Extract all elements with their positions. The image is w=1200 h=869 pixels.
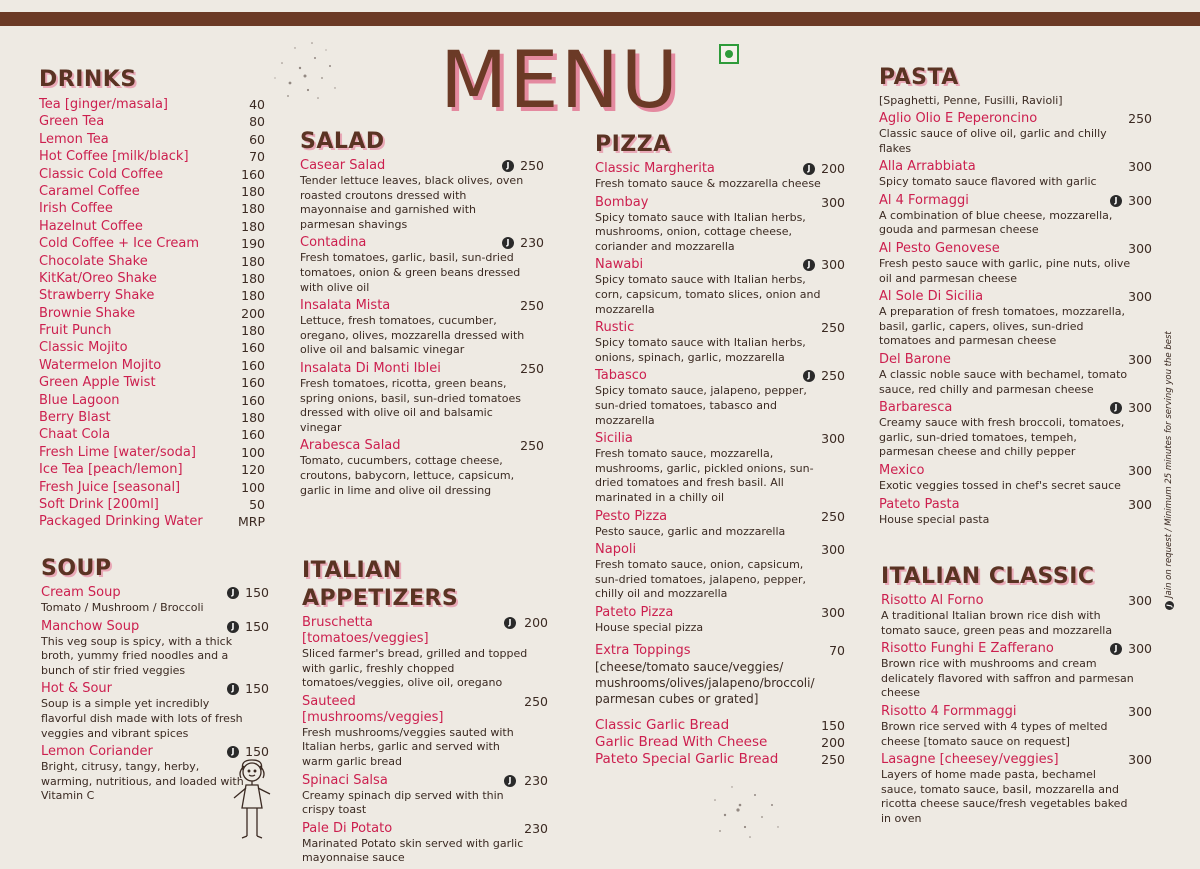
menu-item <box>595 368 845 428</box>
jain-icon: J <box>803 163 815 175</box>
item-name: Garlic Bread With Cheese <box>595 734 768 751</box>
item-name: Del Barone <box>879 351 951 367</box>
item-description: Layers of home made pasta, bechamel sauce, tomato sauce, basil, mozzarella and ricotta cheese sauce/fresh vegetables baked in oven <box>881 768 1128 825</box>
item-name: Pale Di Potato <box>302 820 393 836</box>
menu-item <box>595 509 845 540</box>
jain-icon: J <box>504 775 516 787</box>
item-price: 300 <box>821 431 845 447</box>
item-price: 250 <box>821 508 845 524</box>
section-heading: SALAD <box>300 129 385 154</box>
item-name: Casear Salad <box>300 158 386 173</box>
menu-item <box>595 605 845 636</box>
menu-item <box>881 752 1152 826</box>
item-name: Packaged Drinking Water <box>39 514 203 530</box>
menu-row <box>39 479 265 496</box>
item-name: Aglio Olio E Peperoncino <box>879 111 1038 126</box>
item-name: Barbaresca <box>879 400 953 416</box>
menu-row <box>595 734 845 751</box>
item-price: 160 <box>241 340 265 356</box>
item-description: Fresh tomato sauce, onion, capsicum, sun-dried tomatoes, jalapeno, pepper, chilly oil and mozzarella <box>595 558 807 601</box>
item-price: 230 <box>524 820 548 836</box>
item-name: Blue Lagoon <box>39 392 120 408</box>
item-description: House special pizza <box>595 620 704 634</box>
jain-icon: J <box>803 259 815 271</box>
menu-item <box>302 694 548 770</box>
item-name: Lemon Coriander <box>41 744 153 760</box>
footnote-text: Jain on request / Minimum 25 minutes for serving you the best <box>1164 331 1174 598</box>
menu-item <box>595 431 845 505</box>
menu-item <box>881 704 1152 749</box>
menu-row <box>39 426 265 443</box>
jain-icon: J <box>227 746 239 758</box>
item-description: Tomato / Mushroom / Broccoli <box>41 601 204 614</box>
appetizers-list <box>302 615 548 866</box>
item-name: Classic Cold Coffee <box>39 166 164 182</box>
item-price: 100 <box>241 479 265 495</box>
paint-splatter-top <box>260 28 360 118</box>
item-price: 300 <box>1128 289 1152 305</box>
item-name: Al Sole Di Sicilia <box>879 289 984 305</box>
item-price: 300 <box>1128 593 1152 608</box>
pasta-section <box>879 64 1152 530</box>
item-name: Pateto Pizza <box>595 604 674 620</box>
item-name: Tabasco <box>595 368 647 384</box>
section-heading: PASTA <box>879 65 959 90</box>
item-name: Al 4 Formaggi <box>879 192 969 208</box>
menu-item <box>300 438 544 498</box>
item-name: Spinaci Salsa <box>302 772 388 788</box>
item-name: Fresh Lime [water/soda] <box>39 444 196 460</box>
menu-item <box>879 111 1152 156</box>
item-price: 180 <box>241 270 265 286</box>
item-name: Strawberry Shake <box>39 288 155 304</box>
jain-icon: J <box>227 683 239 695</box>
item-name: Rustic <box>595 320 635 336</box>
item-description: Tomato, cucumbers, cottage cheese, croutons, babycorn, lettuce, capsicum, garlic in lime and olive oil dressing <box>300 454 515 497</box>
drinks-section <box>39 66 265 531</box>
item-name: Pateto Special Garlic Bread <box>595 751 779 768</box>
item-name: Insalata Di Monti Iblei <box>300 360 441 376</box>
menu-row <box>39 322 265 339</box>
menu-row <box>39 444 265 461</box>
menu-row <box>39 235 265 252</box>
item-name: Cream Soup <box>41 585 121 600</box>
item-description: This veg soup is spicy, with a thick broth, yummy fried noodles and a bunch of stir fried veggies <box>41 634 233 677</box>
menu-row <box>39 113 265 130</box>
item-name: Al Pesto Genovese <box>879 240 1000 256</box>
section-heading: SOUP <box>41 556 112 581</box>
menu-item <box>302 615 548 691</box>
item-description: House special pasta <box>879 512 990 526</box>
item-price: 300 <box>1128 351 1152 367</box>
item-name: Risotto 4 Formmaggi <box>881 703 1017 719</box>
menu-item <box>879 497 1152 528</box>
item-price: 180 <box>241 183 265 199</box>
item-name: Nawabi <box>595 257 644 273</box>
pizza-list <box>595 161 845 635</box>
girl-doodle-illustration <box>228 758 276 844</box>
item-description: Fresh mushrooms/veggies sauted with Italian herbs, garlic and served with warm garlic bread <box>302 725 514 768</box>
jain-icon: J <box>1110 402 1122 414</box>
jain-icon: J <box>227 587 239 599</box>
menu-item <box>595 257 845 317</box>
section-heading: ITALIAN CLASSIC <box>881 564 1095 589</box>
section-heading: PIZZA <box>595 132 671 157</box>
item-price: 70 <box>829 643 845 659</box>
item-description: [cheese/tomato sauce/veggies/ mushrooms/olives/jalapeno/broccoli/ parmesan cubes or grated] <box>595 660 815 707</box>
item-price: 230 <box>520 235 544 251</box>
menu-row <box>39 131 265 148</box>
item-description: Spicy tomato sauce with Italian herbs, corn, capsicum, tomato slices, onion and mozzarella <box>595 273 821 316</box>
menu-row <box>39 409 265 426</box>
menu-row <box>39 253 265 270</box>
item-name: Contadina <box>300 235 367 251</box>
menu-row <box>595 751 845 768</box>
garlic-bread-list <box>595 717 845 768</box>
item-description: Classic sauce of olive oil, garlic and chilly flakes <box>879 127 1107 155</box>
menu-item <box>41 681 269 741</box>
top-border-bar <box>0 12 1200 26</box>
item-price: 230 <box>524 772 548 788</box>
menu-item <box>300 235 544 295</box>
menu-item <box>41 619 269 679</box>
jain-icon: J <box>502 237 514 249</box>
item-price: 180 <box>241 410 265 426</box>
item-name: Berry Blast <box>39 410 111 426</box>
item-description: A combination of blue cheese, mozzarella, gouda and parmesan cheese <box>879 208 1113 237</box>
menu-row <box>39 339 265 356</box>
item-name: Green Tea <box>39 114 105 130</box>
item-price: 160 <box>241 427 265 443</box>
item-price: 200 <box>821 735 845 751</box>
menu-row <box>39 183 265 200</box>
menu-row <box>39 166 265 183</box>
item-name: Classic Garlic Bread <box>595 717 730 734</box>
menu-item <box>879 193 1152 238</box>
item-name: Cold Coffee + Ice Cream <box>39 236 200 252</box>
item-description: Bright, citrusy, tangy, herby, warming, nutritious, and loaded with Vitamin C <box>41 760 244 803</box>
item-price: 120 <box>241 462 265 478</box>
item-description: Creamy sauce with fresh broccoli, tomatoes, garlic, sun-dried tomatoes, tempeh, parmesan cheese and chilly pepper <box>879 416 1125 459</box>
item-price: 160 <box>241 375 265 391</box>
item-price: 250 <box>520 438 544 454</box>
item-name: Brownie Shake <box>39 305 136 321</box>
item-price: 300 <box>1128 400 1152 416</box>
item-name: Watermelon Mojito <box>39 357 162 373</box>
section-heading: DRINKS <box>39 67 137 92</box>
menu-item <box>881 593 1152 638</box>
item-name: Irish Coffee <box>39 201 113 217</box>
italian-classic-list <box>881 593 1152 827</box>
item-price: 300 <box>1128 752 1152 768</box>
menu-row <box>39 305 265 322</box>
menu-item <box>300 361 544 435</box>
paint-splatter-bottom <box>690 765 800 845</box>
menu-row <box>39 287 265 304</box>
item-price: 150 <box>245 618 269 634</box>
item-name: Insalata Mista <box>300 298 391 314</box>
item-name: Chocolate Shake <box>39 253 148 269</box>
item-price: 300 <box>1128 462 1152 478</box>
item-name: Sauteed [mushrooms/veggies] <box>302 693 444 725</box>
menu-item <box>595 161 845 192</box>
item-price: 300 <box>1128 641 1152 657</box>
item-description: Fresh tomato sauce & mozzarella cheese <box>595 177 821 190</box>
item-price: 250 <box>520 360 544 376</box>
item-description: Lettuce, fresh tomatoes, cucumber, oregano, olives, mozzarella dressed with olive oil and balsamic vinegar <box>300 314 525 357</box>
menu-row <box>39 148 265 165</box>
extra-toppings <box>595 643 845 707</box>
item-name: Caramel Coffee <box>39 183 140 199</box>
item-description: Spicy tomato sauce with Italian herbs, mushrooms, onion, cottage cheese, coriander and mozzarella <box>595 210 806 253</box>
salad-list <box>300 158 544 498</box>
item-price: 40 <box>249 97 265 112</box>
item-price: 180 <box>241 218 265 234</box>
salad-section <box>300 128 544 501</box>
item-name: Chaat Cola <box>39 427 111 443</box>
italian-classic-section <box>881 563 1152 830</box>
item-price: 180 <box>241 201 265 217</box>
pasta-types: [Spaghetti, Penne, Fusilli, Ravioli] <box>879 94 1063 107</box>
menu-row <box>595 717 845 734</box>
jain-footnote <box>1164 310 1184 610</box>
item-name: Pateto Pasta <box>879 496 960 512</box>
jain-icon: J <box>504 617 516 629</box>
item-description: Fresh pesto sauce with garlic, pine nuts, olive oil and parmesan cheese <box>879 256 1131 285</box>
item-price: 180 <box>241 323 265 339</box>
menu-row <box>39 200 265 217</box>
section-heading: ITALIAN APPETIZERS <box>302 558 459 611</box>
item-name: Fresh Juice [seasonal] <box>39 479 181 495</box>
item-name: Tea [ginger/masala] <box>39 97 168 112</box>
item-name: Hazelnut Coffee <box>39 218 143 234</box>
menu-item <box>41 585 269 616</box>
item-name: Risotto Funghi E Zafferano <box>881 641 1054 657</box>
appetizers-section <box>302 557 548 869</box>
item-name: KitKat/Oreo Shake <box>39 270 157 286</box>
item-description: Creamy spinach dip served with thin crispy toast <box>302 788 504 817</box>
pasta-list <box>879 111 1152 527</box>
item-name: Extra Toppings <box>595 643 691 659</box>
menu-item <box>302 773 548 818</box>
menu-item <box>879 352 1152 397</box>
item-description: Fresh tomatoes, ricotta, green beans, spring onions, basil, sun-dried tomatoes dressed with olive oil and balsamic vinegar <box>300 376 521 434</box>
item-price: 200 <box>241 305 265 321</box>
menu-item <box>595 542 845 602</box>
item-price: 300 <box>1128 159 1152 175</box>
item-description: A classic noble sauce with bechamel, tomato sauce, red chilly and parmesan cheese <box>879 367 1128 396</box>
item-price: 300 <box>821 194 845 210</box>
item-description: Spicy tomato sauce with Italian herbs, onions, spinach, garlic, mozzarella <box>595 336 806 364</box>
item-price: 70 <box>249 149 265 165</box>
item-price: 190 <box>241 236 265 252</box>
item-price: 160 <box>241 357 265 373</box>
item-price: 150 <box>821 718 845 734</box>
item-price: 100 <box>241 444 265 460</box>
item-price: MRP <box>237 514 265 530</box>
item-name: Arabesca Salad <box>300 438 401 454</box>
item-name: Classic Mojito <box>39 340 128 356</box>
item-name: Alla Arrabbiata <box>879 159 976 175</box>
menu-row <box>39 270 265 287</box>
item-price: 160 <box>241 166 265 182</box>
pizza-section <box>595 131 845 768</box>
item-name: Manchow Soup <box>41 618 140 634</box>
item-price: 160 <box>241 392 265 408</box>
menu-item <box>879 463 1152 494</box>
item-description: Marinated Potato skin served with garlic mayonnaise sauce <box>302 836 524 865</box>
jain-icon: J <box>1110 643 1122 655</box>
menu-row <box>39 96 265 113</box>
item-price: 300 <box>1128 496 1152 512</box>
item-description: Exotic veggies tossed in chef's secret sauce <box>879 478 1121 492</box>
item-name: Bruschetta [tomatoes/veggies] <box>302 615 429 646</box>
item-price: 250 <box>821 368 845 384</box>
item-price: 180 <box>241 288 265 304</box>
item-description: A traditional Italian brown rice dish with tomato sauce, green peas and mozzarella <box>881 609 1113 637</box>
drinks-list <box>39 96 265 531</box>
item-description: Brown rice served with 4 types of melted cheese [tomato sauce on request] <box>881 719 1108 748</box>
item-price: 250 <box>524 693 548 709</box>
item-price: 200 <box>821 161 845 176</box>
menu-item <box>879 159 1152 190</box>
item-description: Pesto sauce, garlic and mozzarella <box>595 524 786 538</box>
menu-row <box>39 218 265 235</box>
menu-item <box>300 158 544 232</box>
item-name: Pesto Pizza <box>595 508 668 524</box>
item-name: Lasagne [cheesey/veggies] <box>881 752 1059 768</box>
menu-row <box>39 513 265 530</box>
item-description: Tender lettuce leaves, black olives, oven roasted croutons dressed with mayonnaise and garnished with parmesan shavings <box>300 174 524 231</box>
item-price: 250 <box>821 320 845 336</box>
item-price: 60 <box>249 131 265 147</box>
item-price: 250 <box>520 158 544 173</box>
veg-symbol-icon <box>719 44 739 64</box>
item-description: Sliced farmer's bread, grilled and topped with garlic, freshly chopped tomatoes/veggies, olive oil, oregano <box>302 647 528 690</box>
item-price: 150 <box>245 681 269 697</box>
menu-item <box>300 298 544 358</box>
item-price: 150 <box>245 585 269 600</box>
item-name: Lemon Tea <box>39 131 109 147</box>
item-price: 250 <box>821 752 845 768</box>
item-description: Spicy tomato sauce flavored with garlic <box>879 175 1097 189</box>
item-name: Sicilia <box>595 431 633 447</box>
item-price: 200 <box>524 615 548 630</box>
item-description: Fresh tomato sauce, mozzarella, mushrooms, garlic, pickled onions, sun-dried tomatoes and fresh basil. All marinated in a chilly oil <box>595 447 814 504</box>
menu-item <box>881 641 1152 701</box>
jain-icon: J <box>1165 601 1174 610</box>
menu-item <box>595 195 845 255</box>
item-price: 80 <box>249 114 265 130</box>
menu-item <box>879 400 1152 460</box>
jain-icon: J <box>803 370 815 382</box>
item-price: 300 <box>821 604 845 620</box>
item-price: 50 <box>249 496 265 512</box>
item-name: Ice Tea [peach/lemon] <box>39 462 183 478</box>
item-name: Risotto Al Forno <box>881 593 984 608</box>
item-price: 250 <box>1128 111 1152 126</box>
item-price: 300 <box>1128 240 1152 256</box>
jain-icon: J <box>227 621 239 633</box>
item-price: 300 <box>1128 703 1152 719</box>
item-name: Fruit Punch <box>39 323 112 339</box>
menu-row <box>39 374 265 391</box>
menu-row <box>39 461 265 478</box>
item-name: Hot Coffee [milk/black] <box>39 149 189 165</box>
item-name: Green Apple Twist <box>39 375 156 391</box>
item-price: 300 <box>821 257 845 273</box>
item-price: 300 <box>1128 192 1152 208</box>
jain-icon: J <box>502 160 514 172</box>
item-name: Bombay <box>595 194 649 210</box>
item-name: Hot & Sour <box>41 681 113 697</box>
item-price: 150 <box>245 744 269 760</box>
item-name: Mexico <box>879 462 925 478</box>
item-price: 300 <box>821 542 845 558</box>
menu-row <box>39 357 265 374</box>
menu-item <box>879 289 1152 349</box>
item-price: 180 <box>241 253 265 269</box>
menu-item <box>595 320 845 365</box>
jain-icon: J <box>1110 195 1122 207</box>
item-description: Soup is a simple yet incredibly flavorful dish made with lots of fresh veggies and vibrant spices <box>41 697 243 740</box>
menu-item <box>302 821 548 866</box>
item-price: 250 <box>520 298 544 314</box>
menu-row <box>39 496 265 513</box>
menu-item <box>879 241 1152 286</box>
menu-row <box>39 392 265 409</box>
item-description: Spicy tomato sauce, jalapeno, pepper, sun-dried tomatoes, tabasco and mozzarella <box>595 384 807 427</box>
item-description: Brown rice with mushrooms and cream delicately flavored with saffron and parmesan cheese <box>881 657 1134 700</box>
menu-title: MENU <box>440 36 681 126</box>
item-name: Napoli <box>595 542 637 558</box>
item-name: Soft Drink [200ml] <box>39 496 159 512</box>
item-description: Fresh tomatoes, garlic, basil, sun-dried tomatoes, onion & green beans dressed with olive oil <box>300 251 521 294</box>
item-name: Classic Margherita <box>595 161 715 176</box>
item-description: A preparation of fresh tomatoes, mozzarella, basil, garlic, capers, olives, sun-dried tomatoes and parmesan cheese <box>879 305 1125 348</box>
